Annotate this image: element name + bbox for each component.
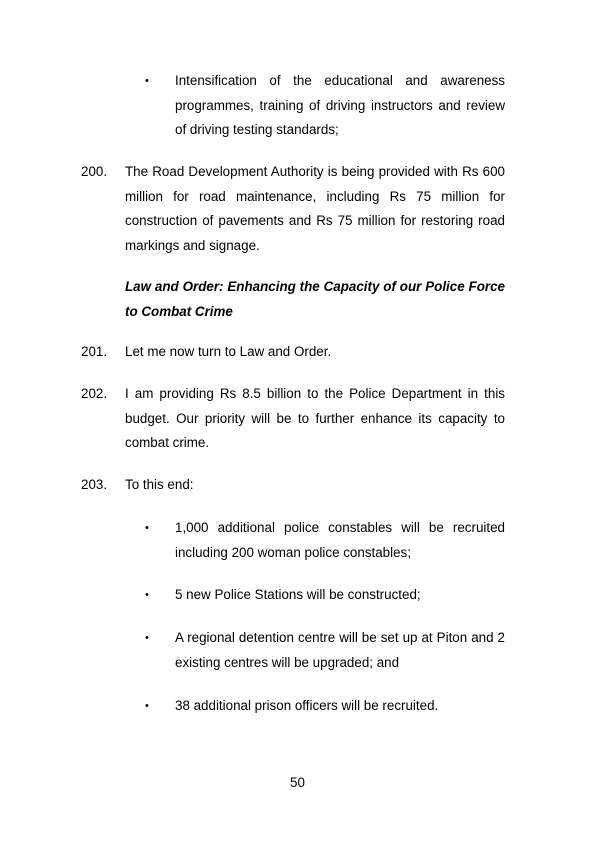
list-item (145, 626, 505, 675)
list-item-text: A regional detention centre will be set up at Piton and 2 existing centres will be upgraded; and (175, 630, 505, 670)
paragraph-number: 200. (81, 164, 108, 179)
paragraph-number: 203. (81, 477, 108, 492)
list-item-text: Intensification of the educational and awareness programmes, training of driving instructors and review of driving testing standards; (175, 73, 505, 137)
numbered-paragraph (81, 382, 505, 456)
list-item (145, 69, 505, 143)
list-item (145, 516, 505, 565)
bullet-icon: • (145, 632, 149, 644)
paragraph-text: I am providing Rs 8.5 billion to the Police Department in this budget. Our priority will be to further enhance its capacity to combat crime. (125, 386, 505, 450)
bullet-icon: • (145, 75, 149, 87)
list-item (145, 583, 505, 608)
bullet-icon: • (145, 589, 149, 601)
list-item-text: 5 new Police Stations will be constructed; (175, 587, 421, 602)
paragraph-number: 201. (81, 344, 108, 359)
list-item-text: 38 additional prison officers will be recruited. (175, 698, 439, 713)
paragraph-number: 202. (81, 386, 108, 401)
list-item-text: 1,000 additional police constables will be recruited including 200 woman police constables; (175, 520, 505, 560)
numbered-paragraph (81, 160, 505, 258)
numbered-paragraph (81, 340, 505, 365)
paragraph-text: The Road Development Authority is being provided with Rs 600 million for road maintenance, including Rs 75 million for construction of pavements and Rs 75 million for restoring road markings and signage. (125, 164, 505, 253)
paragraph-text: Let me now turn to Law and Order. (125, 344, 332, 359)
paragraph-text: To this end: (125, 477, 194, 492)
page-number: 50 (290, 775, 305, 790)
bullet-icon: • (145, 700, 149, 712)
section-heading: Law and Order: Enhancing the Capacity of our Police Force to Combat Crime (125, 279, 505, 319)
list-item (145, 694, 505, 719)
numbered-paragraph (81, 473, 505, 498)
bullet-icon: • (145, 522, 149, 534)
